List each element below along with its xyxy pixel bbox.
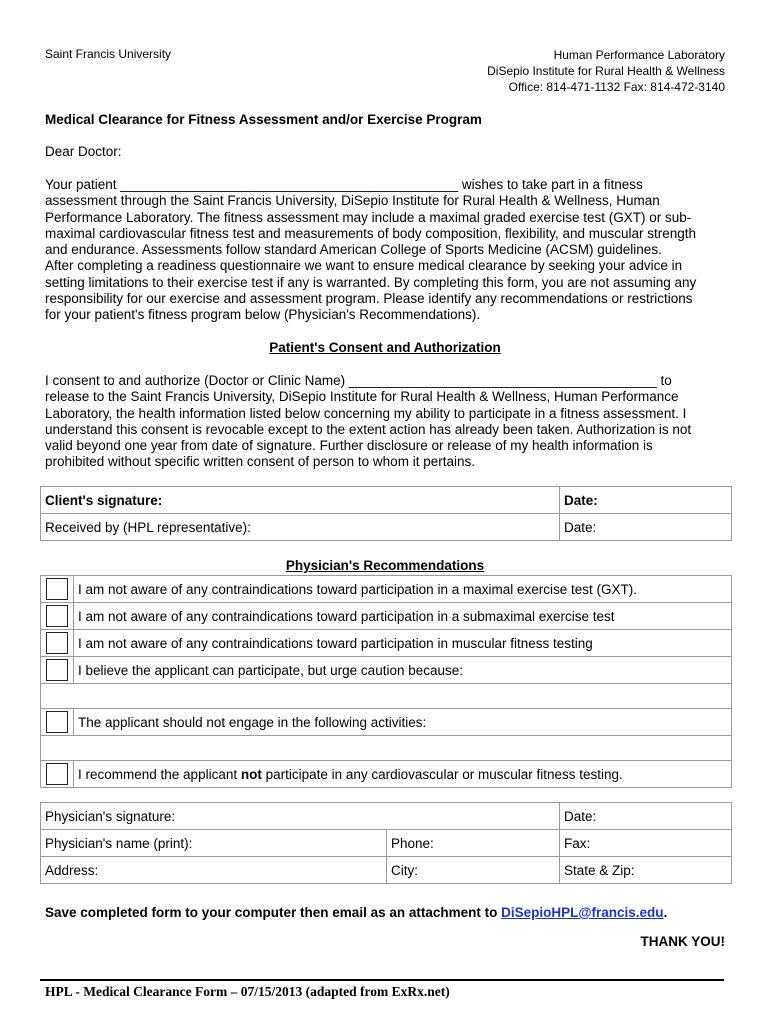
physician-info-table (40, 802, 732, 884)
email-link[interactable]: DiSepioHPL@francis.edu (501, 905, 664, 920)
intro-paragraph (45, 177, 725, 324)
checkbox-cell (41, 603, 74, 630)
checkbox-cell (41, 630, 74, 657)
save-instructions-period: . (663, 905, 668, 920)
physician-phone-field[interactable]: Phone: (387, 830, 560, 857)
physician-state-zip-field[interactable]: State & Zip: (560, 857, 732, 884)
consent-line: Laboratory, the health information listed below concerning my ability to participate in a fitness assessment. I (45, 405, 687, 421)
save-instructions-text: Save completed form to your computer then email as an attachment to (45, 905, 502, 920)
caution-checkbox[interactable] (46, 659, 68, 681)
received-date-field[interactable]: Date: (560, 514, 732, 541)
consent-line: release to the Saint Francis University, DiSepio Institute for Rural Health & Wellness, Human Performance (45, 389, 679, 405)
consent-heading: Patient's Consent and Authorization (269, 340, 501, 355)
intro-line: After completing a readiness questionnaire we want to ensure medical clearance by seeking your advice in (45, 258, 683, 274)
received-by-field[interactable]: Received by (HPL representative): (41, 514, 560, 541)
restrictions-checkbox[interactable] (46, 711, 68, 733)
checkbox-cell (41, 657, 74, 684)
intro-line: responsibility for our exercise and assessment program. Please identify any recommendations or restrictions (45, 291, 693, 307)
recommendations-table (40, 575, 732, 788)
client-signature-table (40, 486, 732, 541)
consent-line: prohibited without specific written consent of person to whom it pertains. (45, 454, 475, 470)
recommendation-gxt: I am not aware of any contraindications toward participation in a maximal exercise test (GXT). (74, 576, 732, 603)
footer-divider (40, 979, 724, 981)
recommendation-text: participate in any cardiovascular or muscular fitness testing. (261, 766, 623, 782)
save-instructions (45, 905, 667, 920)
institute-name: DiSepio Institute for Rural Health & Wellness (487, 64, 725, 78)
recommendation-text: I recommend the applicant (78, 766, 241, 782)
checkbox-cell (41, 709, 74, 736)
office-contact: Office: 814-471-1132 Fax: 814-472-3140 (508, 80, 725, 94)
intro-line: Performance Laboratory. The fitness assessment may include a maximal graded exercise test (GXT) or sub- (45, 209, 692, 225)
no-participation-checkbox[interactable] (46, 763, 68, 785)
lab-header (487, 47, 725, 95)
intro-line: maximal cardiovascular fitness test and measurements of body composition, flexibility, and muscular strength (45, 225, 697, 241)
recommendation-emphasis: not (240, 766, 262, 782)
lab-name: Human Performance Laboratory (553, 48, 725, 62)
consent-line: understand this consent is revocable except to the extent action has already been taken. Authorization is not (45, 421, 692, 437)
recommendation-submaximal: I am not aware of any contraindications toward participation in a submaximal exercise test (74, 603, 732, 630)
caution-reason-field[interactable] (41, 684, 732, 709)
recommendation-caution: I believe the applicant can participate, but urge caution because: (74, 657, 732, 684)
physician-signature-field[interactable]: Physician's signature: (41, 803, 560, 830)
consent-line: valid beyond one year from date of signature. Further disclosure or release of my health information is (45, 438, 653, 454)
restricted-activities-field[interactable] (41, 736, 732, 761)
recommendation-no-participation (74, 761, 732, 788)
gxt-checkbox[interactable] (46, 578, 68, 600)
intro-line: setting limitations to their exercise test if any is warranted. By completing this form, you are not assuming any (45, 274, 697, 290)
form-footer: HPL - Medical Clearance Form – 07/15/2013 (adapted from ExRx.net) (45, 984, 450, 999)
intro-line: and endurance. Assessments follow standard American College of Sports Medicine (ACSM) guidelines. (45, 242, 662, 258)
physician-city-field[interactable]: City: (387, 857, 560, 884)
greeting: Dear Doctor: (45, 144, 122, 159)
recommendation-muscular: I am not aware of any contraindications toward participation in muscular fitness testing (74, 630, 732, 657)
intro-line: for your patient's fitness program below (Physician's Recommendations). (45, 307, 481, 323)
checkbox-cell (41, 761, 74, 788)
checkbox-cell (41, 576, 74, 603)
form-title: Medical Clearance for Fitness Assessment and/or Exercise Program (45, 112, 482, 127)
physician-name-field[interactable]: Physician's name (print): (41, 830, 387, 857)
intro-line: Your patient _____________________________________________ wishes to take part in a fitness (45, 177, 643, 192)
physician-address-field[interactable]: Address: (41, 857, 387, 884)
recommendation-restrictions: The applicant should not engage in the following activities: (74, 709, 732, 736)
institution-name: Saint Francis University (45, 47, 172, 61)
client-signature-field[interactable]: Client's signature: (41, 487, 560, 514)
recommendations-heading: Physician's Recommendations (285, 558, 485, 573)
muscular-checkbox[interactable] (46, 632, 68, 654)
consent-paragraph (45, 373, 725, 471)
physician-date-field[interactable]: Date: (560, 803, 732, 830)
submaximal-checkbox[interactable] (46, 605, 68, 627)
intro-line: assessment through the Saint Francis University, DiSepio Institute for Rural Health & Wellness, Human (45, 193, 660, 209)
consent-line: I consent to and authorize (Doctor or Clinic Name) _________________________________________ to (45, 373, 672, 388)
physician-fax-field[interactable]: Fax: (560, 830, 732, 857)
client-date-field[interactable]: Date: (560, 487, 732, 514)
thank-you: THANK YOU! (640, 934, 725, 949)
